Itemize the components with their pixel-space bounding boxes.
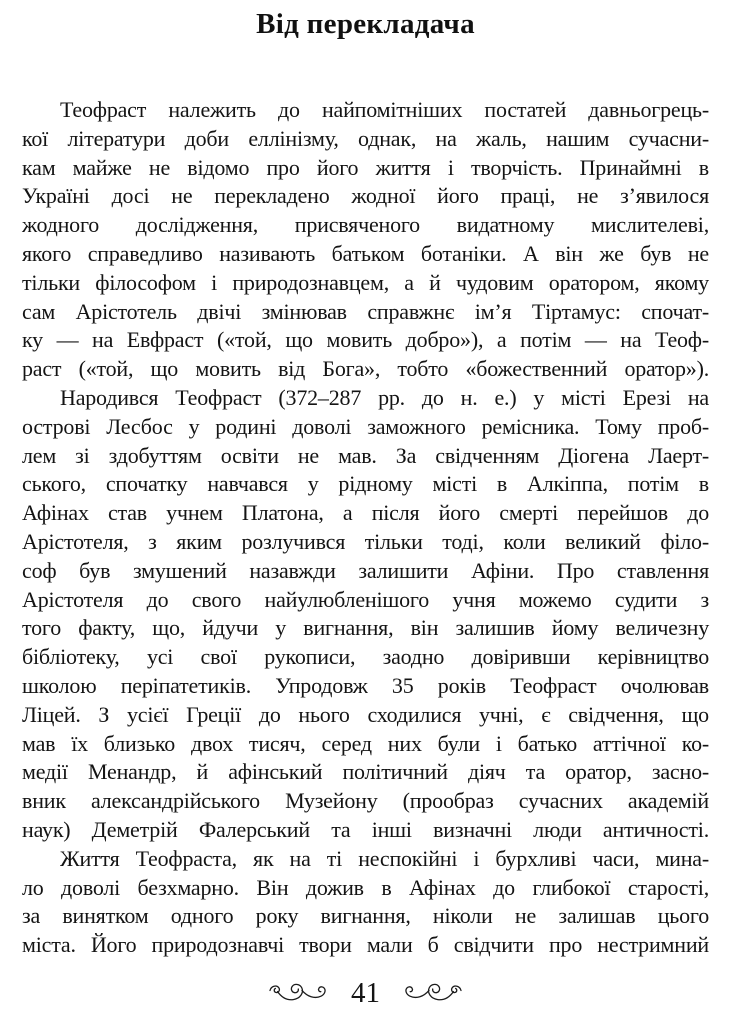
body-text (22, 96, 709, 960)
flourish-right-icon (404, 982, 462, 1004)
text-line: соф був змушений назавжди залишити Афіни. Про ставлення (22, 557, 709, 583)
text-line: Арістотеля, з яким розлучився тільки тоді, коли великий філо- (22, 528, 709, 554)
text-line: кої літератури доби еллінізму, однак, на жаль, нашим сучасни- (22, 125, 709, 151)
paragraph (22, 845, 709, 960)
paragraph-first-line: Життя Теофраста, як на ті неспокійні і бурхливі часи, мина- (60, 845, 709, 871)
text-line: Афінах став учнем Платона, а після його смерті перейшов до (22, 500, 709, 526)
text-line: бібліотеку, усі свої рукописи, заодно довіривши керівництво (22, 644, 709, 670)
page-footer (0, 976, 731, 1010)
text-line: жодного дослідження, присвяченого видатному мислителеві, (22, 212, 709, 238)
text-line: кам майже не відомо про його життя і творчість. Принаймні в (22, 154, 709, 180)
paragraph-first-line: Теофраст належить до найпомітніших постатей давньогрець- (60, 97, 709, 122)
text-line: ку — на Евфраст («той, що мовить добро»), а потім — на Теоф- (22, 327, 709, 353)
text-line: мав їх близько двох тисяч, серед них були і батько аттічної ко- (22, 730, 709, 756)
flourish-left-icon (269, 982, 327, 1004)
text-line: раст («той, що мовить від Бога», тобто «божественний оратор»). (22, 356, 709, 382)
text-line: лем зі здобуттям освіти не мав. За свідченням Діогена Лаерт- (22, 442, 709, 468)
text-line: якого справедливо називають батьком ботаніки. А він же був не (22, 240, 709, 266)
text-line: Арістотеля до свого найулюбленішого учня можемо судити з (22, 586, 709, 612)
text-line: за винятком одного року вигнання, ніколи не залишав цього (22, 903, 709, 929)
text-line: ського, спочатку навчався у рідному місті в Алкіппа, потім в (22, 471, 709, 497)
page-title: Від перекладача (256, 8, 475, 40)
page-number: 41 (351, 977, 380, 1009)
text-line: ло доволі безхмарно. Він дожив в Афінах до глибокої старості, (22, 874, 709, 900)
text-line: міста. Його природознавчі твори мали б свідчити про нестримний (22, 932, 709, 958)
text-line: сам Арістотель двічі змінював справжнє ім’я Тіртамус: спочат- (22, 298, 709, 324)
text-line: медії Менандр, й афінський політичний діяч та оратор, засно- (22, 759, 709, 785)
text-line: Ліцей. З усієї Греції до нього сходилися учні, є свідчення, що (22, 701, 709, 727)
paragraph (22, 384, 709, 845)
paragraph-first-line: Народився Теофраст (372–287 рр. до н. е.) у місті Ерезі на (60, 384, 709, 410)
text-line: того факту, що, йдучи у вигнання, він залишив йому величезну (22, 615, 709, 641)
text-line: острові Лесбос у родині доволі заможного ремісника. Тому проб- (22, 413, 709, 439)
text-line: наук) Деметрій Фалерський та інші визначні люди античності. (22, 816, 709, 842)
text-line: школою періпатетиків. Упродовж 35 років Теофраст очолював (22, 672, 709, 698)
paragraph (22, 96, 709, 384)
text-line: тільки філософом і природознавцем, а й чудовим оратором, якому (22, 269, 709, 295)
text-line: вник александрійського Музейону (прообраз сучасних академій (22, 788, 709, 814)
text-line: Україні досі не перекладено жодної його праці, не з’явилося (22, 183, 709, 209)
